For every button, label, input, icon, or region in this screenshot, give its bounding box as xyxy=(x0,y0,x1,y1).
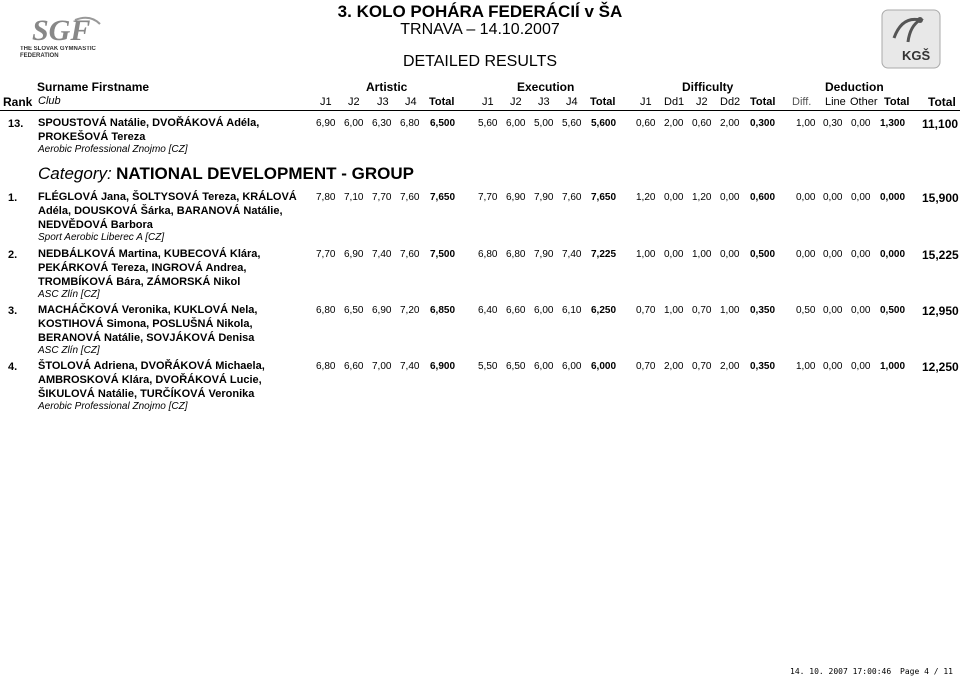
dif-dd2: 1,00 xyxy=(720,305,740,316)
dif-dd2: 2,00 xyxy=(720,361,740,372)
col-exe-j2: J2 xyxy=(510,96,522,108)
art-j2: 7,10 xyxy=(344,192,364,203)
row-club: Aerobic Professional Znojmo [CZ] xyxy=(38,144,188,155)
ded-total: 0,000 xyxy=(880,249,906,260)
category-value: NATIONAL DEVELOPMENT - GROUP xyxy=(116,164,414,183)
col-ded-line: Line xyxy=(825,96,846,108)
row-names: MACHÁČKOVÁ Veronika, KUKLOVÁ Nela, KOSTIHOVÁ Simona, POSLUŠNÁ Nikola, BERANOVÁ Natálie, SOVJÁKOVÁ Denisa xyxy=(38,304,258,344)
exe-total: 6,250 xyxy=(591,305,617,316)
row-rank: 1. xyxy=(8,192,18,204)
exe-j2: 6,90 xyxy=(506,192,526,203)
exe-total: 7,650 xyxy=(591,192,617,203)
row-club: ASC Zlín [CZ] xyxy=(38,289,100,300)
exe-j3: 5,00 xyxy=(534,118,554,129)
col-art-j4: J4 xyxy=(405,96,417,108)
col-surname-first: Surname Firstname xyxy=(37,80,150,94)
ded-line: 0,00 xyxy=(823,192,843,203)
ded-other: 0,00 xyxy=(851,192,871,203)
dif-j1: 1,20 xyxy=(636,192,656,203)
art-j4: 7,20 xyxy=(400,305,420,316)
row-club: ASC Zlín [CZ] xyxy=(38,345,100,356)
art-total: 6,500 xyxy=(430,118,456,129)
header-divider xyxy=(0,110,960,111)
art-j1: 7,70 xyxy=(316,249,336,260)
exe-j4: 5,60 xyxy=(562,118,582,129)
dif-j1: 1,00 xyxy=(636,249,656,260)
col-dif-j1: J1 xyxy=(640,96,652,108)
exe-j1: 6,80 xyxy=(478,249,498,260)
row-rank: 4. xyxy=(8,361,18,373)
row-names: ŠTOLOVÁ Adriena, DVOŘÁKOVÁ Michaela, AMBROSKOVÁ Klára, DVOŘÁKOVÁ Lucie, ŠIKULOVÁ Natálie, TURČÍKOVÁ Veronika xyxy=(38,360,265,400)
dif-total: 0,300 xyxy=(750,118,776,129)
art-j1: 6,80 xyxy=(316,305,336,316)
exe-j1: 6,40 xyxy=(478,305,498,316)
art-j4: 6,80 xyxy=(400,118,420,129)
art-j2: 6,00 xyxy=(344,118,364,129)
row-rank: 13. xyxy=(8,118,24,130)
exe-total: 6,000 xyxy=(591,361,617,372)
ded-diff: 1,00 xyxy=(796,361,816,372)
col-ded-diff: Diff. xyxy=(792,96,812,108)
col-exe-j4: J4 xyxy=(566,96,578,108)
exe-j1: 5,60 xyxy=(478,118,498,129)
exe-j1: 5,50 xyxy=(478,361,498,372)
row-rank: 3. xyxy=(8,305,18,317)
col-exe-j3: J3 xyxy=(538,96,550,108)
col-ded-other: Other xyxy=(850,96,878,108)
print-timestamp: 14. 10. 2007 17:00:46 xyxy=(790,667,892,676)
row-total: 12,250 xyxy=(922,360,959,374)
art-j3: 6,90 xyxy=(372,305,392,316)
ded-other: 0,00 xyxy=(851,305,871,316)
col-art-total: Total xyxy=(429,96,455,108)
row-names: SPOUSTOVÁ Natálie, DVOŘÁKOVÁ Adéla, PROKEŠOVÁ Tereza xyxy=(38,117,260,143)
category-heading xyxy=(38,164,414,184)
dif-dd2: 0,00 xyxy=(720,249,740,260)
art-total: 6,900 xyxy=(430,361,456,372)
col-exe-j1: J1 xyxy=(482,96,494,108)
dif-j1: 0,70 xyxy=(636,305,656,316)
art-total: 6,850 xyxy=(430,305,456,316)
row-total: 11,100 xyxy=(922,117,959,131)
art-j1: 6,90 xyxy=(316,118,336,129)
art-j2: 6,60 xyxy=(344,361,364,372)
exe-j3: 6,00 xyxy=(534,361,554,372)
dif-total: 0,500 xyxy=(750,249,776,260)
art-j2: 6,50 xyxy=(344,305,364,316)
competition-subtitle: TRNAVA – 14.10.2007 xyxy=(400,21,560,38)
exe-j2: 6,80 xyxy=(506,249,526,260)
ded-diff: 0,00 xyxy=(796,249,816,260)
sgf-logo-mark: SGF xyxy=(32,14,91,47)
dif-dd2: 0,00 xyxy=(720,192,740,203)
ded-total: 1,000 xyxy=(880,361,906,372)
col-art-j2: J2 xyxy=(348,96,360,108)
exe-j1: 7,70 xyxy=(478,192,498,203)
col-exe-total: Total xyxy=(590,96,616,108)
dif-j2: 0,70 xyxy=(692,305,712,316)
row-club: Sport Aerobic Liberec A [CZ] xyxy=(38,232,165,243)
row-rank: 2. xyxy=(8,249,18,261)
col-deduction: Deduction xyxy=(825,80,884,94)
row-total: 15,900 xyxy=(922,191,959,205)
dif-dd1: 1,00 xyxy=(664,305,684,316)
exe-j4: 6,10 xyxy=(562,305,582,316)
ded-total: 1,300 xyxy=(880,118,906,129)
col-dif-dd1: Dd1 xyxy=(664,96,685,108)
art-j3: 7,70 xyxy=(372,192,392,203)
ded-line: 0,00 xyxy=(823,305,843,316)
dif-j2: 1,00 xyxy=(692,249,712,260)
col-total: Total xyxy=(928,95,956,109)
art-total: 7,650 xyxy=(430,192,456,203)
dif-dd1: 2,00 xyxy=(664,361,684,372)
col-dif-total: Total xyxy=(750,96,776,108)
exe-j2: 6,50 xyxy=(506,361,526,372)
kgs-logo-mark: KGŠ xyxy=(902,48,931,63)
dif-total: 0,600 xyxy=(750,192,776,203)
col-difficulty: Difficulty xyxy=(682,80,734,94)
dif-total: 0,350 xyxy=(750,305,776,316)
exe-j4: 6,00 xyxy=(562,361,582,372)
art-j3: 7,40 xyxy=(372,249,392,260)
ded-other: 0,00 xyxy=(851,118,871,129)
dif-j1: 0,60 xyxy=(636,118,656,129)
exe-j2: 6,60 xyxy=(506,305,526,316)
ded-diff: 0,00 xyxy=(796,192,816,203)
exe-j2: 6,00 xyxy=(506,118,526,129)
exe-total: 5,600 xyxy=(591,118,617,129)
ded-total: 0,000 xyxy=(880,192,906,203)
col-rank: Rank xyxy=(3,95,33,109)
col-execution: Execution xyxy=(517,80,575,94)
art-j3: 6,30 xyxy=(372,118,392,129)
ded-other: 0,00 xyxy=(851,249,871,260)
exe-j3: 7,90 xyxy=(534,192,554,203)
dif-dd2: 2,00 xyxy=(720,118,740,129)
competition-title: 3. KOLO POHÁRA FEDERÁCIÍ v ŠA xyxy=(337,2,623,21)
exe-total: 7,225 xyxy=(591,249,617,260)
art-j1: 6,80 xyxy=(316,361,336,372)
col-artistic: Artistic xyxy=(366,80,408,94)
art-j4: 7,60 xyxy=(400,192,420,203)
art-j2: 6,90 xyxy=(344,249,364,260)
ded-other: 0,00 xyxy=(851,361,871,372)
report-title: DETAILED RESULTS xyxy=(402,53,558,70)
ded-diff: 1,00 xyxy=(796,118,816,129)
col-art-j3: J3 xyxy=(377,96,389,108)
art-j1: 7,80 xyxy=(316,192,336,203)
row-club: Aerobic Professional Znojmo [CZ] xyxy=(38,401,188,412)
ded-diff: 0,50 xyxy=(796,305,816,316)
col-ded-total: Total xyxy=(884,96,910,108)
dif-j1: 0,70 xyxy=(636,361,656,372)
art-j4: 7,60 xyxy=(400,249,420,260)
dif-total: 0,350 xyxy=(750,361,776,372)
row-total: 12,950 xyxy=(922,304,959,318)
row-names: FLÉGLOVÁ Jana, ŠOLTYSOVÁ Tereza, KRÁLOVÁ Adéla, DOUSKOVÁ Šárka, BARANOVÁ Natálie, NEDVĚDOVÁ Barbora xyxy=(38,191,297,231)
row-names: NEDBÁLKOVÁ Martina, KUBECOVÁ Klára, PEKÁRKOVÁ Tereza, INGROVÁ Andrea, TROMBÍKOVÁ Bára, ZÁMORSKÁ Nikol xyxy=(38,248,261,288)
dif-dd1: 0,00 xyxy=(664,192,684,203)
col-art-j1: J1 xyxy=(320,96,332,108)
category-label: Category: xyxy=(38,164,112,183)
col-dif-j2: J2 xyxy=(696,96,708,108)
art-j4: 7,40 xyxy=(400,361,420,372)
row-total: 15,225 xyxy=(922,248,959,262)
ded-total: 0,500 xyxy=(880,305,906,316)
art-j3: 7,00 xyxy=(372,361,392,372)
col-club: Club xyxy=(38,95,61,107)
ded-line: 0,00 xyxy=(823,249,843,260)
dif-j2: 1,20 xyxy=(692,192,712,203)
exe-j4: 7,60 xyxy=(562,192,582,203)
art-total: 7,500 xyxy=(430,249,456,260)
page-number: Page 4 / 11 xyxy=(900,667,953,676)
col-dif-dd2: Dd2 xyxy=(720,96,741,108)
dif-j2: 0,60 xyxy=(692,118,712,129)
ded-line: 0,00 xyxy=(823,361,843,372)
exe-j3: 6,00 xyxy=(534,305,554,316)
exe-j3: 7,90 xyxy=(534,249,554,260)
sgf-logo-text: THE SLOVAK GYMNASTIC FEDERATION xyxy=(20,46,96,59)
exe-j4: 7,40 xyxy=(562,249,582,260)
ded-line: 0,30 xyxy=(823,118,843,129)
dif-dd1: 2,00 xyxy=(664,118,684,129)
dif-dd1: 0,00 xyxy=(664,249,684,260)
dif-j2: 0,70 xyxy=(692,361,712,372)
